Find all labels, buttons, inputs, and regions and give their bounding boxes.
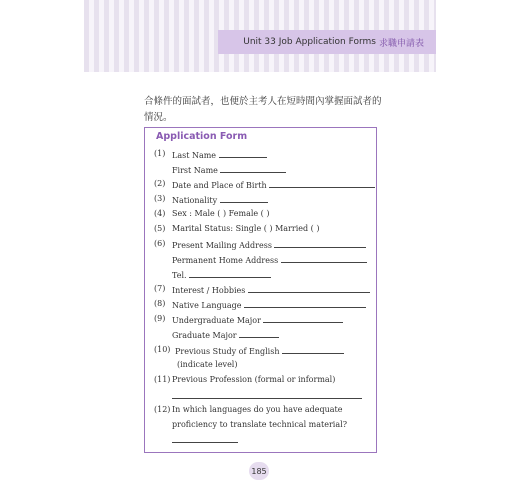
item-number: (6) [154, 239, 166, 248]
item-number: (7) [154, 284, 166, 293]
field-label: Nationality [172, 196, 218, 205]
field-label: Last Name [172, 151, 217, 160]
item-number: (12) [154, 405, 171, 414]
field-languages-question-cont: proficiency to translate technical material? [172, 420, 347, 429]
field-label: Tel. [172, 271, 187, 280]
field-note: (indicate level) [177, 360, 238, 369]
field-marital-status[interactable]: Marital Status: Single ( ) Married ( ) [172, 224, 320, 233]
field-label: Interest / Hobbies [172, 286, 246, 295]
unit-title: Unit 33 Job Application Forms [243, 37, 376, 47]
application-form [144, 127, 377, 453]
field-label: First Name [172, 166, 218, 175]
field-nationality [172, 194, 268, 206]
field-label: Present Mailing Address [172, 241, 272, 250]
answer-blank[interactable] [269, 179, 375, 188]
field-english-study [175, 345, 344, 357]
answer-blank[interactable] [219, 149, 267, 158]
field-previous-profession: Previous Profession (formal or informal) [172, 375, 336, 384]
item-number: (8) [154, 299, 166, 308]
unit-title-band [218, 30, 436, 54]
field-label: Undergraduate Major [172, 316, 261, 325]
field-languages-question: In which languages do you have adequate [172, 405, 343, 414]
field-label: Previous Study of English [175, 347, 280, 356]
field-sex[interactable]: Sex : Male ( ) Female ( ) [172, 209, 270, 218]
answer-blank[interactable] [189, 269, 271, 278]
field-undergraduate-major [172, 314, 343, 326]
answer-blank[interactable] [263, 314, 343, 323]
answer-blank[interactable] [281, 254, 367, 263]
field-first-name [172, 164, 286, 176]
item-number: (9) [154, 314, 166, 323]
item-number: (5) [154, 224, 166, 233]
intro-line-2: 情況。 [144, 112, 173, 123]
unit-title-cn: 求職申請表 [378, 38, 424, 49]
page-header-decoration [84, 0, 436, 72]
answer-blank[interactable] [220, 164, 286, 173]
intro-paragraph [144, 94, 389, 126]
field-label: Date and Place of Birth [172, 181, 267, 190]
field-native-language [172, 299, 366, 311]
field-mailing-address [172, 239, 366, 251]
field-tel [172, 269, 271, 281]
item-number: (2) [154, 179, 166, 188]
field-hobbies [172, 284, 370, 296]
item-number: (4) [154, 209, 166, 218]
answer-blank[interactable] [274, 239, 366, 248]
item-number: (11) [154, 375, 171, 384]
item-number: (10) [154, 345, 171, 354]
page-number: 185 [249, 462, 269, 480]
answer-blank[interactable] [244, 299, 366, 308]
item-number: (3) [154, 194, 166, 203]
answer-blank[interactable] [248, 284, 370, 293]
answer-line[interactable] [172, 390, 362, 402]
answer-blank[interactable] [239, 329, 279, 338]
item-number: (1) [154, 149, 166, 158]
field-graduate-major [172, 329, 279, 341]
field-last-name [172, 149, 267, 161]
field-label: Graduate Major [172, 331, 237, 340]
field-label: Native Language [172, 301, 242, 310]
field-label: Permanent Home Address [172, 256, 279, 265]
answer-blank[interactable] [172, 434, 238, 443]
intro-line-1: 合條件的面試者，也便於主考人在短時間內掌握面試者的 [144, 96, 382, 107]
answer-blank[interactable] [282, 345, 344, 354]
answer-blank[interactable] [172, 390, 362, 399]
answer-blank[interactable] [220, 194, 268, 203]
form-title: Application Form [156, 131, 248, 142]
answer-line[interactable] [172, 434, 238, 446]
field-birth [172, 179, 375, 191]
field-home-address [172, 254, 367, 266]
